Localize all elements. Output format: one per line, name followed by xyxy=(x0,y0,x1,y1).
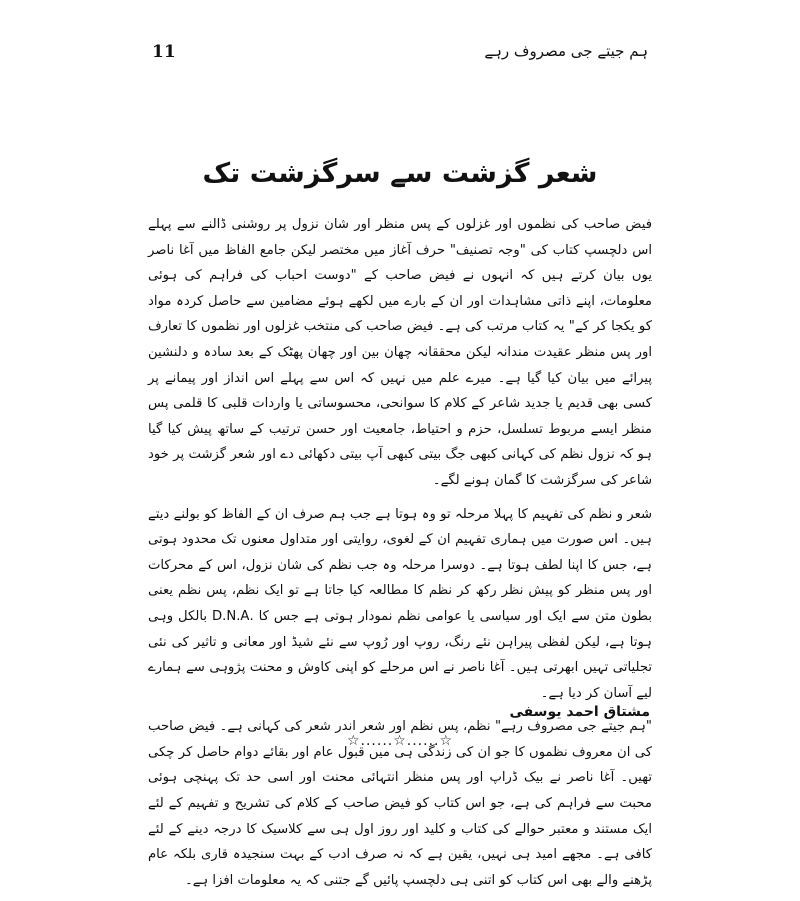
body-text xyxy=(148,212,652,901)
chapter-title: شعر گزشت سے سرگزشت تک xyxy=(202,158,598,189)
paragraph-1: فیض صاحب کی نظموں اور غزلوں کے پس منظر اور شان نزول پر روشنی ڈالنے سے پہلے اس دلچسپ کتاب کی "وجہ تصنیف" حرف آغاز میں مختصر لیکن جامع الفاظ میں آغا ناصر یوں بیان کرتے ہیں کہ انہوں نے فیض صاحب کے "دوست احباب کی فراہم کی ہوئی معلومات، اپنے ذاتی مشاہدات اور ان کے بارے میں لکھے ہوئے مضامین سے حاصل کردہ مواد کو یکجا کر کے" یہ کتاب مرتب کی ہے۔ فیض صاحب کی منتخب غزلوں اور نظموں کا تعارف اور پس منظر عقیدت مندانہ لیکن محققانہ چھان بین اور چھان پھٹک کے بعد سادہ و دلنشین پیرائے میں بیان کیا گیا ہے۔ میرے علم میں نہیں کہ اس سے پہلے اس انداز اور پیمانے پر کسی بھی قدیم یا جدید شاعر کے کلام کا سوانحی، محسوساتی یا واردات قلبی کا قلمی پس منظر ایسے مربوط تسلسل، حزم و احتیاط، جامعیت اور حسن ترتیب کے ساتھ پیش کیا گیا ہو کہ نزول نظم کی کہانی کبھی جگ بیتی کبھی آپ بیتی دکھائی دے اور شعر گزشت پر خود شاعر کی سرگزشت کا گمان ہونے لگے۔ xyxy=(148,217,652,488)
paragraph-2: شعر و نظم کی تفہیم کا پہلا مرحلہ تو وہ ہوتا ہے جب ہم صرف ان کے الفاظ کو بولنے دیتے ہیں۔ اس صورت میں ہماری تفہیم ان کے لغوی، روایتی اور متداول معنوں تک محدود ہوتی ہے، جس کا اپنا لطف ہوتا ہے۔ دوسرا مرحلہ وہ جب نظم کی شان نزول، اس کے محرکات اور پس منظر کو پیش نظر رکھ کر نظم کا مطالعہ کیا جاتا ہے تو ایک نظم، پس نظم یعنی بطون متن سے ایک اور سیاسی یا عوامی نظم نمودار ہوتی ہے جس کا .D.N.A بالکل وہی ہوتا ہے، لیکن لفظی پیراہن نئے رنگ، روپ اور رُوپ سے نئے شیڈ اور معانی و تاثیر کی نئی تجلیاتی تہیں ابھرتی ہیں۔ آغا ناصر نے اس مرحلے کو اپنی کاوش و محنت پژوہی سے ہمارے لیے آسان کر دیا ہے۔ xyxy=(148,506,652,701)
paragraph-3: "ہم جیتے جی مصروف رہے" نظم، پس نظم اور شعر اندر شعر کی کہانی ہے۔ فیض صاحب کی ان معروف نظموں کا جو ان کی زندگی ہی میں قبول عام اور بقائے دوام حاصل کر چکی تھیں۔ آغا ناصر نے بیک ڈراپ اور پس منظر انتہائی محنت اور اسی حد تک پہنچی ہوئی محبت سے فراہم کی ہے، جو اس کتاب کو فیض صاحب کے کلام کی تشریح و تفہیم کے لئے ایک مستند و معتبر حوالے کی کتاب و کلید اور روز اول ہی سے کلاسیک کا درجہ دینے کے لئے کافی ہے۔ مجھے امید ہی نہیں، یقین ہے کہ نہ صرف ادب کے بہت سنجیدہ قاری بلکہ عام پڑھنے والے بھی اس کتاب کو اتنی ہی دلچسپ پائیں گے جتنی کہ یہ معلومات افزا ہے۔ xyxy=(148,719,652,888)
page-number: 11 xyxy=(152,42,176,62)
running-header: ہم جیتے جی مصروف رہے xyxy=(484,42,648,60)
star-ornament-divider: ☆......☆......☆ xyxy=(346,733,454,749)
author-signature: مشتاق احمد یوسفی xyxy=(509,704,650,720)
